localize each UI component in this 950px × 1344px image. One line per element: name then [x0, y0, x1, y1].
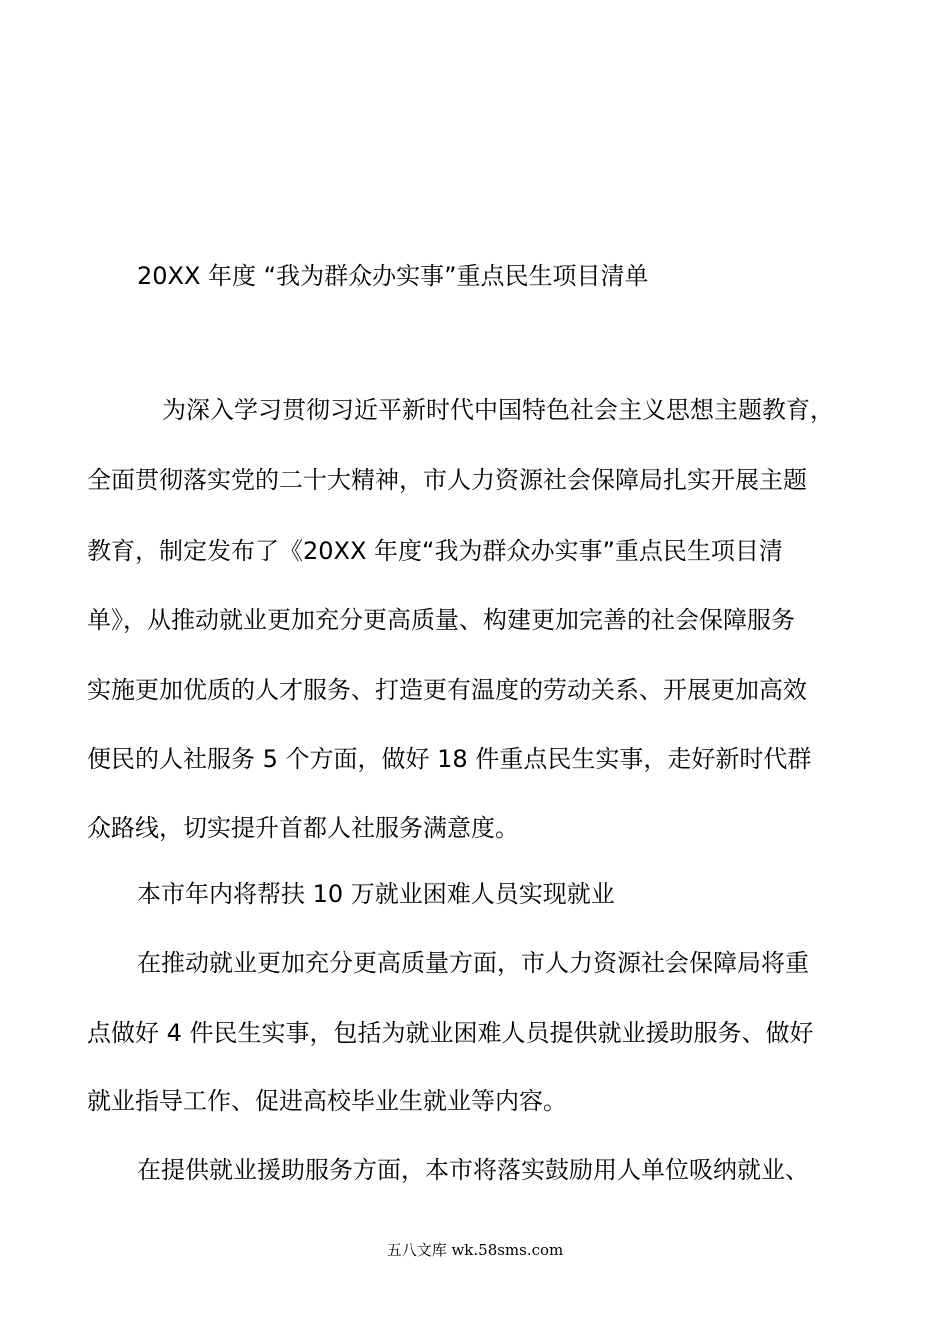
paragraph-line: 教育，制定发布了《20XX 年度“我为群众办实事”重点民生项目清: [87, 537, 783, 565]
paragraph-line: 就业指导工作、促进高校毕业生就业等内容。: [87, 1087, 567, 1115]
page-footer: 五八文库 wk.58sms.com: [386, 1241, 564, 1259]
document-title: 20XX 年度 “我为群众办实事”重点民生项目清单: [137, 262, 649, 290]
paragraph-line: 在推动就业更加充分更高质量方面，市人力资源社会保障局将重: [137, 949, 809, 977]
paragraph-line: 便民的人社服务 5 个方面，做好 18 件重点民生实事，走好新时代群: [87, 745, 812, 773]
paragraph-line: 为深入学习贯彻习近平新时代中国特色社会主义思想主题教育，: [162, 396, 834, 424]
paragraph-line: 点做好 4 件民生实事，包括为就业困难人员提供就业援助服务、做好: [87, 1019, 814, 1047]
paragraph-line: 在提供就业援助服务方面，本市将落实鼓励用人单位吸纳就业、: [137, 1156, 809, 1184]
paragraph-line: 众路线，切实提升首都人社服务满意度。: [87, 814, 519, 842]
paragraph-line: 全面贯彻落实党的二十大精神，市人力资源社会保障局扎实开展主题: [87, 466, 807, 494]
paragraph-line: 实施更加优质的人才服务、打造更有温度的劳动关系、开展更加高效: [87, 676, 807, 704]
paragraph-line: 单》，从推动就业更加充分更高质量、构建更加完善的社会保障服务: [87, 606, 795, 634]
section-heading: 本市年内将帮扶 10 万就业困难人员实现就业: [137, 880, 615, 908]
